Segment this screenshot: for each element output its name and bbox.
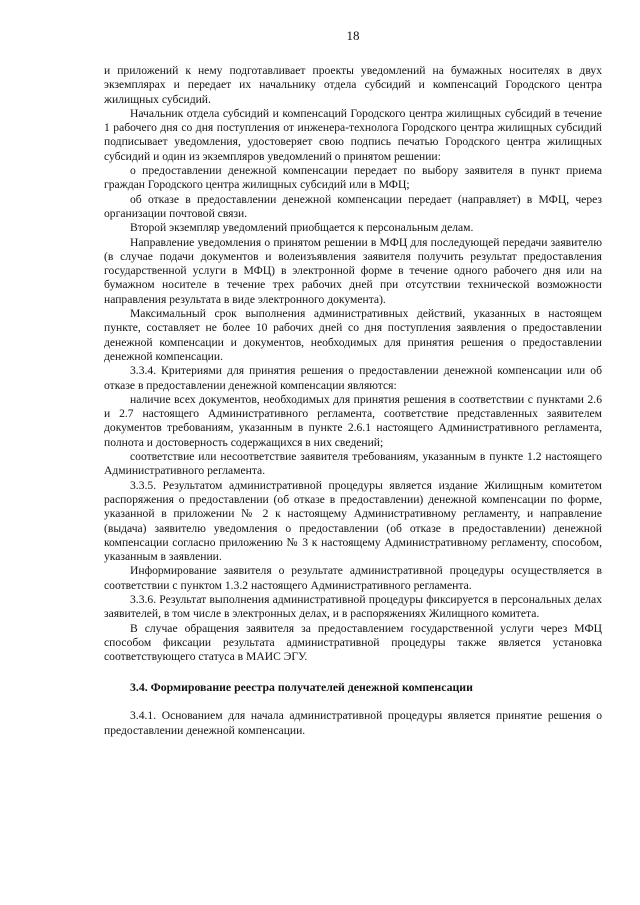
paragraph: Начальник отдела субсидий и компенсаций Городского центра жилищных субсидий в течение 1 рабочего дня со дня поступления от инженера-технолога Городского центра жилищных субсидий подписывает уведомления, удостоверяет свою подпись печатью Городского центра жилищных субсидий и один из экземпляров уведомлений о принятом решении:	[104, 106, 602, 163]
paragraph: Максимальный срок выполнения административных действий, указанных в настоящем пункте, составляет не более 10 рабочих дней со дня поступления заявления о предоставлении денежной компенсации и документов, необходимых для принятия решения о предоставлении денежной компенсации.	[104, 307, 602, 363]
paragraph: Информирование заявителя о результате административной процедуры осуществляется в соответствии с пунктом 1.3.2 настоящего Административного регламента.	[104, 564, 602, 592]
paragraph: соответствие или несоответствие заявителя требованиям, указанным в пункте 1.2 настоящего Административного регламента.	[104, 450, 602, 478]
paragraph: об отказе в предоставлении денежной компенсации передает (направляет) в МФЦ, через организации почтовой связи.	[104, 192, 602, 220]
paragraph: о предоставлении денежной компенсации передает по выбору заявителя в пункт приема граждан Городского центра жилищных субсидий или в МФЦ;	[104, 164, 602, 192]
section-heading: 3.4. Формирование реестра получателей денежной компенсации	[130, 680, 473, 695]
paragraph: наличие всех документов, необходимых для принятия решения в соответствии с пунктами 2.6 и 2.7 настоящего Административного регламента, соответствие представленных заявителем документов требованиям, указанным в пункте 2.6.1 настоящего Административного регламента, полнота и достоверность содержащихся в них сведений;	[104, 392, 602, 449]
paragraph: В случае обращения заявителя за предоставлением государственной услуги через МФЦ способом фиксации результата административной процедуры также является установка соответствующего статуса в МАИС ЭГУ.	[104, 621, 602, 664]
paragraph: Направление уведомления о принятом решении в МФЦ для последующей передачи заявителю (в случае подачи документов и волеизъявления заявителя получить результат предоставления государственной услуги в МФЦ) в электронной форме в течение одного рабочего дня или на бумажном носителе в течение трех рабочих дней при отсутствии технической возможности направления результата в виде электронного документа).	[104, 235, 602, 306]
paragraph: и приложений к нему подготавливает проекты уведомлений на бумажных носителях в двух экземплярах и передает их начальнику отдела субсидий и компенсаций Городского центра жилищных субсидий.	[104, 64, 602, 106]
paragraph: 3.4.1. Основанием для начала административной процедуры является принятие решения о предоставлении денежной компенсации.	[104, 709, 602, 737]
paragraph: 3.3.4. Критериями для принятия решения о предоставлении денежной компенсации или об отказе в предоставлении денежной компенсации являются:	[104, 364, 602, 392]
paragraph: Второй экземпляр уведомлений приобщается к персональным делам.	[130, 221, 474, 235]
paragraph: 3.3.5. Результатом административной процедуры является издание Жилищным комитетом распоряжения о предоставлении (об отказе в предоставлении) денежной компенсации по форме, указанной в приложении № 2 к настоящему Административному регламенту, и направление (выдача) заявителю уведомления о предоставлении (об отказе в предоставлении) денежной компенсации согласно приложению № 3 к настоящему Административному регламенту, способом, указанным в заявлении.	[104, 478, 602, 564]
paragraph: 3.3.6. Результат выполнения административной процедуры фиксируется в персональных делах заявителей, в том числе в электронных делах, и в распоряжениях Жилищного комитета.	[104, 592, 602, 621]
page-number: 18	[346, 28, 360, 43]
